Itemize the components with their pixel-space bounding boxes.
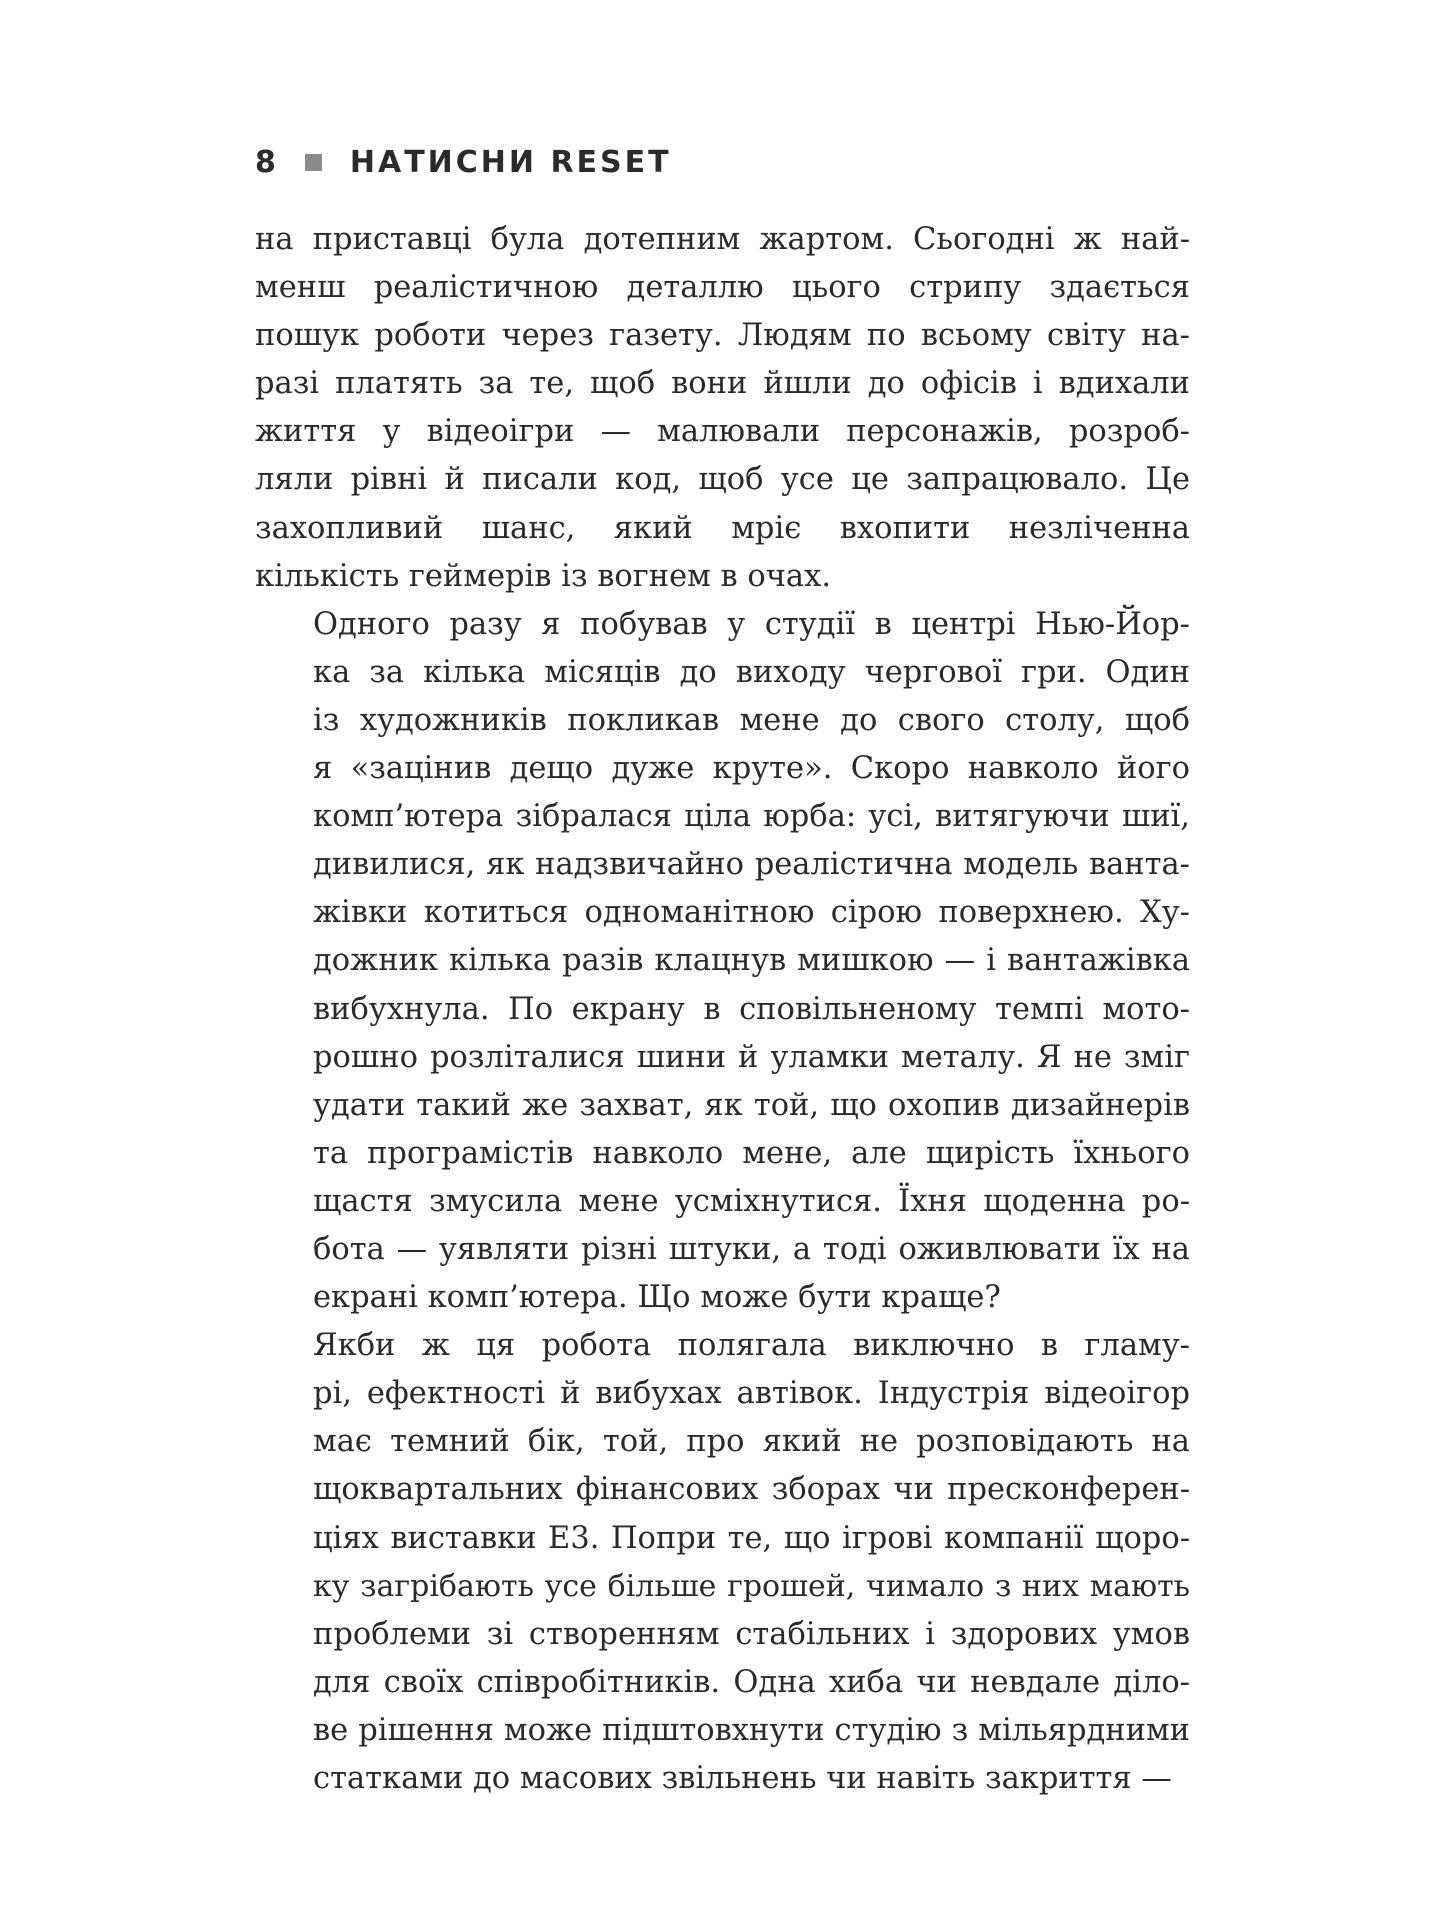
text-line: захопливий шанс, який мріє вхопити незліченна (255, 510, 1190, 546)
text-line: пошук роботи через газету. Людям по всьому світу на- (255, 318, 1190, 354)
text-line: має темний бік, той, про який не розповідають на (313, 1424, 1190, 1460)
text-line: ве рішення може підштовхнути студію з мільярдними (313, 1712, 1190, 1748)
text-line: комп’ютера зібралася ціла юрба: усі, витягуючи шиї, (313, 799, 1190, 835)
paragraph (255, 601, 1190, 1322)
text-line: менш реалістичною деталлю цього стрипу здається (255, 270, 1190, 306)
text-line: разі платять за те, щоб вони йшли до офісів і вдихали (255, 366, 1190, 402)
text-line: жівки котиться одноманітною сірою поверхнею. Ху- (313, 895, 1190, 931)
text-line: кількість геймерів із вогнем в очах. (255, 558, 832, 594)
text-line: щоквартальних фінансових зборах чи пресконферен- (313, 1472, 1190, 1508)
text-line: я «зацінив дещо дуже круте». Скоро навколо його (313, 751, 1190, 787)
text-line: із художників покликав мене до свого столу, щоб (313, 702, 1190, 738)
text-line: екрані комп’ютера. Що може бути краще? (313, 1280, 1001, 1316)
text-line: на приставці була дотепним жартом. Сьогодні ж най- (255, 222, 1190, 257)
text-line: ляли рівні й писали код, щоб усе це запрацювало. Це (255, 462, 1190, 498)
text-line: удати такий же захват, як той, що охопив дизайнерів (313, 1087, 1190, 1123)
text-line: Одного разу я побував у студії в центрі Нью-Йор- (313, 606, 1190, 642)
text-line: Якби ж ця робота полягала виключно в гламу- (313, 1328, 1190, 1364)
text-line: бота — уявляти різні штуки, а тоді оживлювати їх на (313, 1231, 1190, 1267)
text-line: для своїх співробітників. Одна хиба чи невдале діло- (313, 1664, 1190, 1700)
text-line: статками до масових звільнень чи навіть закриття — (313, 1761, 1172, 1796)
text-line: ку загрібають усе більше грошей, чимало з них мають (313, 1568, 1190, 1604)
running-title: НАТИСНИ RESET (349, 144, 672, 180)
text-line: рі, ефектності й вибухах автівок. Індустрія відеоігор (313, 1376, 1190, 1412)
text-line: ка за кілька місяців до виходу чергової гри. Один (313, 654, 1190, 690)
text-line: дивилися, як надзвичайно реалістична модель ванта- (313, 847, 1190, 883)
text-line: проблеми зі створенням стабільних і здорових умов (313, 1616, 1190, 1652)
body-text (255, 216, 1190, 1803)
text-line: рошно розліталися шини й уламки металу. Я не зміг (313, 1039, 1190, 1075)
paragraph (255, 1322, 1190, 1803)
text-line: та програмістів навколо мене, але щирість їхнього (313, 1135, 1190, 1171)
running-header (255, 142, 672, 182)
text-line: вибухнула. По екрану в сповільненому темпі мото- (313, 991, 1190, 1027)
text-line: ціях виставки E3. Попри те, що ігрові компанії щоро- (313, 1520, 1190, 1556)
text-line: життя у відеоігри — малювали персонажів, розроб- (255, 414, 1190, 450)
page-number: 8 (255, 144, 279, 180)
paragraph (255, 216, 1190, 601)
square-separator-icon (305, 154, 322, 171)
text-line: дожник кілька разів клацнув мишкою — і вантажівка (313, 943, 1190, 979)
text-line: щастя змусила мене усміхнутися. Їхня щоденна ро- (313, 1183, 1190, 1219)
